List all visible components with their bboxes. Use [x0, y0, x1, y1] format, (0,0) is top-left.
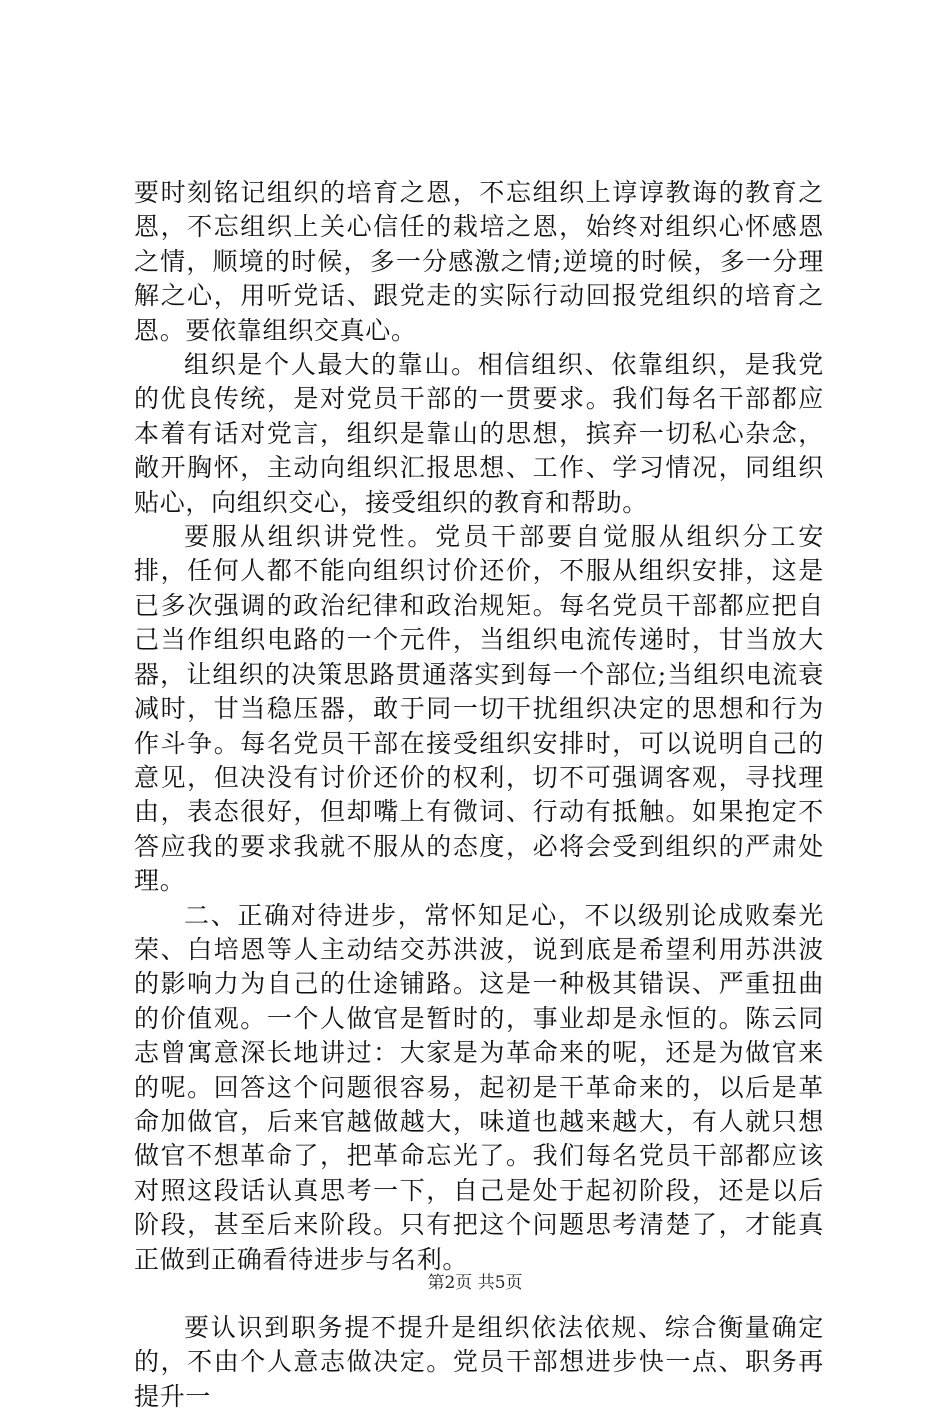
paragraph-promotion: 要认识到职务提不提升是组织依法依规、综合衡量确定的，不由个人意志做决定。党员干部想进步快一点、职务再提升一: [134, 1313, 824, 1411]
page-number-footer: 第2页 共5页: [427, 1273, 523, 1293]
paragraph-section-two: 二、正确对待进步，常怀知足心，不以级别论成败秦光荣、白培恩等人主动结交苏洪波，说到底是希望利用苏洪波的影响力为自己的仕途铺路。这是一种极其错误、严重扭曲的价值观。一个人做官是暂时的，事业却是永恒的。陈云同志曾寓意深长地讲过：大家是为革命来的呢，还是为做官来的呢。回答这个问题很容易，起初是干革命来的，以后是革命加做官，后来官越做越大，味道也越来越大，有人就只想做官不想革命了，把革命忘光了。我们每名党员干部都应该对照这段话认真思考一下，自己是处于起初阶段，还是以后阶段，甚至后来阶段。只有把这个问题思考清楚了，才能真正做到正确看待进步与名利。: [134, 900, 824, 1274]
document-body: [134, 176, 824, 1414]
paragraph-obey-organization: 要服从组织讲党性。党员干部要自觉服从组织分工安排，任何人都不能向组织讨价还价，不服从组织安排，这是已多次强调的政治纪律和政治规矩。每名党员干部都应把自己当作组织电路的一个元件，当组织电流传递时，甘当放大器，让组织的决策思路贯通落实到每一个部位;当组织电流衰减时，甘当稳压器，敢于同一切干扰组织决定的思想和行为作斗争。每名党员干部在接受组织安排时，可以说明自己的意见，但决没有讨价还价的权利，切不可强调客观，寻找理由，表态很好，但却嘴上有微词、行动有抵触。如果抱定不答应我的要求我就不服从的态度，必将会受到组织的严肃处理。: [134, 522, 824, 896]
paragraph-gratitude: 要时刻铭记组织的培育之恩，不忘组织上谆谆教诲的教育之恩，不忘组织上关心信任的栽培之恩，始终对组织心怀感恩之情，顺境的时候，多一分感激之情;逆境的时候，多一分理解之心，用听党话、跟党走的实际行动回报党组织的培育之恩。要依靠组织交真心。: [134, 178, 824, 345]
paragraph-rely-on-organization: 组织是个人最大的靠山。相信组织、依靠组织，是我党的优良传统，是对党员干部的一贯要求。我们每名干部都应本着有话对党言，组织是靠山的思想，摈弃一切私心杂念，敞开胸怀，主动向组织汇报思想、工作、学习情况，同组织贴心，向组织交心，接受组织的教育和帮助。: [134, 350, 824, 517]
